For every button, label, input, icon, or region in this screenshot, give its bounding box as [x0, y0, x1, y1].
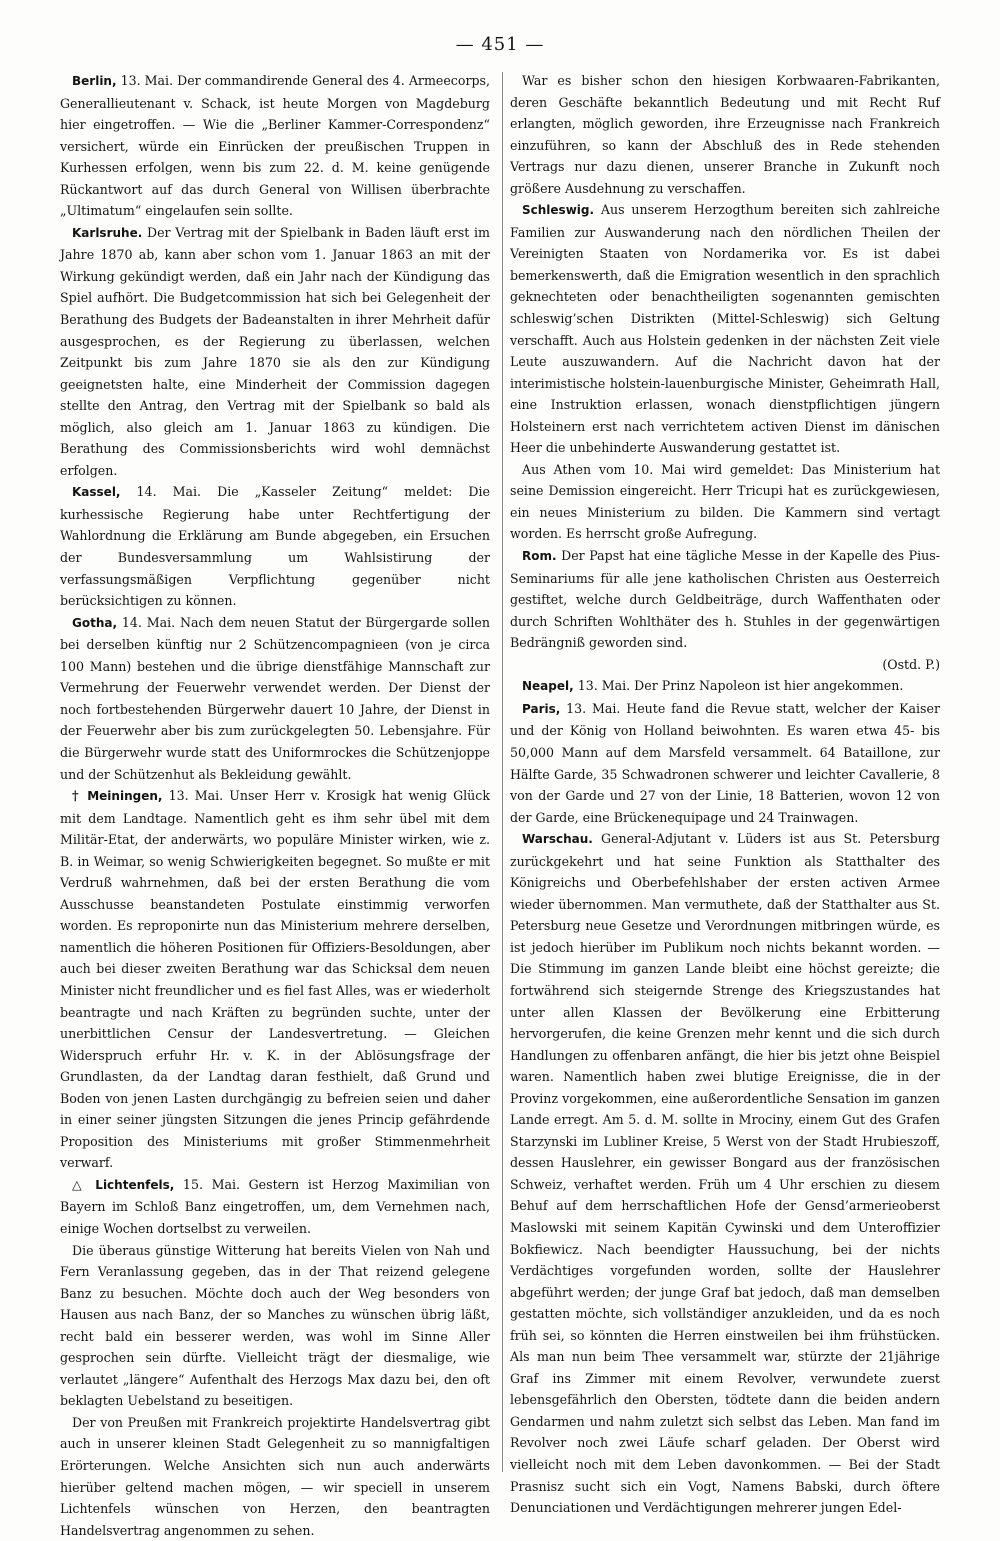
column-divider [502, 72, 503, 1472]
dateline-place: Paris, [522, 701, 561, 716]
article-paragraph [60, 481, 490, 611]
article-paragraph [60, 222, 490, 482]
article-paragraph [60, 1412, 490, 1541]
article-text: War es bisher schon den hiesigen Korbwaaren-Fabrikanten, deren Geschäfte bekanntlich Bedeutung und mit Recht Ruf erlangten, möglich geworden, ihre Erzeugnisse nach Frankreich einzuführen, so kann der Abschluß des in Rede stehenden Vertrags nur dazu dienen, unserer Branche in Zukunft noch größere Ausdehnung zu verschaffen. [510, 73, 940, 196]
article-text: Die überaus günstige Witterung hat bereits Vielen von Nah und Fern Veranlassung gegeben, das in der That reizend gelegene Banz zu besuchen. Möchte doch auch der Weg besonders von Hausen aus nach Banz, der so Manches zu wünschen übrig läßt, recht bald ein besserer werden, was wohl im Sinne Aller gesprochen sein dürfte. Vielleicht trägt der diesmalige, wie verlautet „längere“ Aufenthalt des Herzogs Max dazu bei, den oft beklagten Uebelstand zu beseitigen. [60, 1242, 490, 1409]
page-number: — 451 — [455, 34, 545, 55]
dateline-place: Kassel, [72, 485, 121, 500]
dateline-place: Warschau. [522, 832, 593, 847]
article-paragraph [60, 70, 490, 222]
article-paragraph [510, 675, 940, 698]
section-mark: △ [72, 1176, 96, 1192]
article-paragraph [510, 698, 940, 828]
article-text: 13. Mai. Der commandirende General des 4. Armeecorps, Generallieutenant v. Schack, ist heute Morgen von Magdeburg hier eingetroffen. — Wie die „Berliner Kammer-Correspondenz“ versichert, würde ein Einrücken der preußischen Truppen in Kurhessen erfolgen, wenn bis zum 22. d. M. keine genügende Rückantwort auf das durch General von Willisen überbrachte „Ultimatum“ eingelaufen sein sollte. [60, 73, 490, 219]
left-column [60, 70, 490, 1541]
article-paragraph [510, 70, 940, 199]
article-paragraph [510, 828, 940, 1519]
article-text: 14. Mai. Nach dem neuen Statut der Bürgergarde sollen bei derselben künftig nur 2 Schützencompagnieen (von je circa 100 Mann) bestehen und die übrige dienstfähige Mannschaft zur Vermehrung der Feuerwehr verwendet werden. Der Dienst der noch fortbestehenden Bürgerwehr dauert 10 Jahre, der Dienst in der Feuerwehr aber bis zum zurückgelegten 50. Lebensjahre. Für die Bürgerwehr wurde statt des Uniformrockes die Schützenjoppe und der Schützenhut als Bekleidung gewählt. [60, 614, 490, 782]
dateline-place: Berlin, [72, 74, 117, 88]
article-text: Der von Preußen mit Frankreich projektirte Handelsvertrag gibt auch in unserer kleinen Stadt Gelegenheit zu so mannigfaltigen Erörterungen. Welche Ansichten sich nun auch anderwärts hierüber geltend machen mögen, — wir speciell in unserem Lichtenfels wünschen von Herzen, den beantragten Handelsvertrag angenommen zu sehen. [60, 1414, 490, 1538]
article-text: 13. Mai. Der Prinz Napoleon ist hier angekommen. [573, 678, 904, 694]
article-text: 14. Mai. Die „Kasseler Zeitung“ meldet: Die kurhessische Regierung habe unter Rechtfertigung der Wahlordnung die Erklärung am Bunde abgegeben, ein Ersuchen der Bundesversammlung um Wahlsistirung der verfassungsmäßigen Verpflichtung gegenüber nicht berücksichtigen zu können. [60, 484, 490, 609]
source-attribution: (Ostd. P.) [882, 656, 940, 672]
article-paragraph [510, 459, 940, 545]
article-text: Aus unserem Herzogthum bereiten sich zahlreiche Familien zur Auswanderung nach den nördlichen Theilen der Vereinigten Staaten von Nordamerika vor. Es ist dabei bemerkenswerth, daß die Emigration wesentlich in den sprachlich geknechteten oder benachtheiligten sogenannten gemischten schleswig’schen Distrikten (Mittel-Schleswig) sich Geltung verschafft. Auch aus Holstein gedenken in der nächsten Zeit viele Leute auszuwandern. Auf die Nachricht davon hat der interimistische holstein-lauenburgische Minister, Geheimrath Hall, eine Instruktion erlassen, wonach dienstpflichtigen jüngern Holsteinern erst nach verrichtetem activen Dienst im dänischen Heer die unbehinderte Auswanderung gestattet ist. [510, 202, 940, 456]
dateline-place: Meiningen, [87, 789, 163, 804]
article-paragraph [60, 1174, 490, 1240]
article-text: Der Vertrag mit der Spielbank in Baden läuft erst im Jahre 1870 ab, kann aber schon vom 1. Januar 1863 an mit der Wirkung gekündigt werden, daß ein Jahr nach der Kündigung das Spiel aufhört. Die Budgetcommission hat sich bei Gelegenheit der Berathung des Budgets der Badeanstalten in ihrer Mehrheit dafür ausgesprochen, es der Regierung zu überlassen, welchen Zeitpunkt bis zum Jahre 1870 sie als den zur Kündigung geeignetsten halte, eine Minderheit der Commission dagegen stellte den Antrag, den Vertrag mit der Spielbank so bald als möglich, also gleich am 1. Januar 1863 zu kündigen. Die Berathung des Commissionsberichts wird wohl demnächst erfolgen. [60, 224, 490, 478]
dateline-place: Schleswig. [522, 203, 595, 218]
dateline-place: Gotha, [72, 615, 118, 630]
article-paragraph [60, 1240, 490, 1412]
right-column [510, 70, 940, 1519]
dateline-place: Karlsruhe. [72, 225, 143, 240]
article-text: 13. Mai. Heute fand die Revue statt, welcher der Kaiser und der König von Holland beiwohnten. Es waren etwa 45- bis 50,000 Mann auf dem Marsfeld versammelt. 64 Bataillone, zur Hälfte Garde, 35 Schwadronen schwerer und leichter Cavallerie, 8 von der Garde und 27 von der Linie, 18 Batterien, wovon 12 von der Garde, eine Brückenequipage und 24 Trainwagen. [510, 700, 940, 825]
article-paragraph [510, 199, 940, 459]
article-text: General-Adjutant v. Lüders ist aus St. Petersburg zurückgekehrt und hat seine Funktion als Statthalter des Königreichs und Oberbefehlshaber der ersten activen Armee wieder übernommen. Man vermuthete, daß der Statthalter aus St. Petersburg neue Gesetze und Verordnungen mitbringen würde, es ist jedoch hierüber im Publikum noch nichts bekannt worden. — Die Stimmung im ganzen Lande bleibt eine höchst gereizte; die fortwährend sich steigernde Strenge des Kriegszustandes hat unter allen Klassen der Bevölkerung eine Erbitterung hervorgerufen, die keine Grenzen mehr kennt und die sich durch Handlungen zu offenbaren anfängt, die hier bis jetzt ohne Beispiel waren. Namentlich haben zwei blutige Ereignisse, die in der Provinz vorgekommen, eine außerordentliche Sensation im ganzen Lande erregt. Am 5. d. M. sollte in Mrociny, einem Gut des Grafen Starzynski im Lubliner Kreise, 5 Werst von der Stadt Hrubieszoff, dessen Hauslehrer, ein gewisser Bongard aus der französischen Schweiz, verhaftet werden. Früh um 4 Uhr erschien zu diesem Behuf auf dem herrschaftlichen Hofe der Gensd’armerieoberst Maslowski mit seinem Kapitän Cywinski und dem Unteroffizier Bokfiewicz. Nach beendigter Haussuchung, bei der nichts Verdächtiges vorgefunden worden, sollte der Hauslehrer abgeführt werden; der junge Graf bat jedoch, daß man demselben gestatten möchte, sich vollständiger anzukleiden, und da es noch früh sei, so könnten die Herren einstweilen bei ihm frühstücken. Als man nun beim Thee versammelt war, stürzte der 21jährige Graf ins Zimmer mit einem Revolver, verwundete zuerst lebensgefährlich den Obersten, tödtete dann die beiden andern Gendarmen und nahm zuletzt sich selbst das Leben. Man fand im Revolver noch zwei Läufe scharf geladen. Der Oberst wird vielleicht noch mit dem Leben davonkommen. — Bei der Stadt Prasnisz sucht sich ein Vogt, Namens Babski, durch öftere Denunciationen und Verdächtigungen mehrerer jungen Edel- [510, 831, 940, 1516]
section-mark: † [72, 788, 88, 804]
article-paragraph [60, 785, 490, 1174]
article-text: Der Papst hat eine tägliche Messe in der Kapelle des Pius-Seminariums für alle jene katholischen Christen aus Oesterreich gestiftet, welche durch Geldbeiträge, durch Waffenthaten oder durch Schriften Wohlthäter des h. Stuhles in der gegenwärtigen Bedrängniß geworden sind. [510, 548, 940, 651]
article-text: 13. Mai. Unser Herr v. Krosigk hat wenig Glück mit dem Landtage. Namentlich geht es ihm sehr übel mit dem Militär-Etat, der anderwärts, wo populäre Minister wirken, wie z. B. in Weimar, so wenig Schwierigkeiten begegnet. So mußte er mit Verdruß wahrnehmen, daß bei der ersten Berathung die vom Ausschusse beanstandeten Postulate einstimmig verworfen worden. Es reproponirte nun das Ministerium mehrere derselben, namentlich die höheren Positionen für Offiziers-Besoldungen, aber auch bei dieser zweiten Berathung war das Schicksal dem neuen Minister nicht freundlicher und es fiel fast Alles, was er wiederholt beantragte und nach Kräften zu begründen suchte, unter der unerbittlichen Censur der Landesvertretung. — Gleichen Widerspruch erfuhr Hr. v. K. in der Ablösungsfrage der Grundlasten, da der Landtag daran festhielt, daß Grund und Boden von jenen Lasten durchgängig zu befreien seien und daher in einer seiner jüngsten Sitzungen die jenes Princip gefährdende Proposition des Ministeriums mit großer Stimmenmehrheit verwarf. [60, 788, 490, 1171]
article-text: 15. Mai. Gestern ist Herzog Maximilian von Bayern im Schloß Banz eingetroffen, um, dem Vernehmen nach, einige Wochen dortselbst zu verweilen. [60, 1176, 490, 1236]
article-text: Aus Athen vom 10. Mai wird gemeldet: Das Ministerium hat seine Demission eingereicht. Herr Tricupi hat es zurückgewiesen, ein neues Ministerium zu bilden. Die Kammern sind vertagt worden. Es herrscht große Aufregung. [510, 461, 940, 542]
article-paragraph [510, 545, 940, 675]
dateline-place: Rom. [522, 549, 557, 564]
article-paragraph [60, 612, 490, 785]
dateline-place: Lichtenfels, [95, 1177, 175, 1192]
dateline-place: Neapel, [522, 679, 574, 694]
